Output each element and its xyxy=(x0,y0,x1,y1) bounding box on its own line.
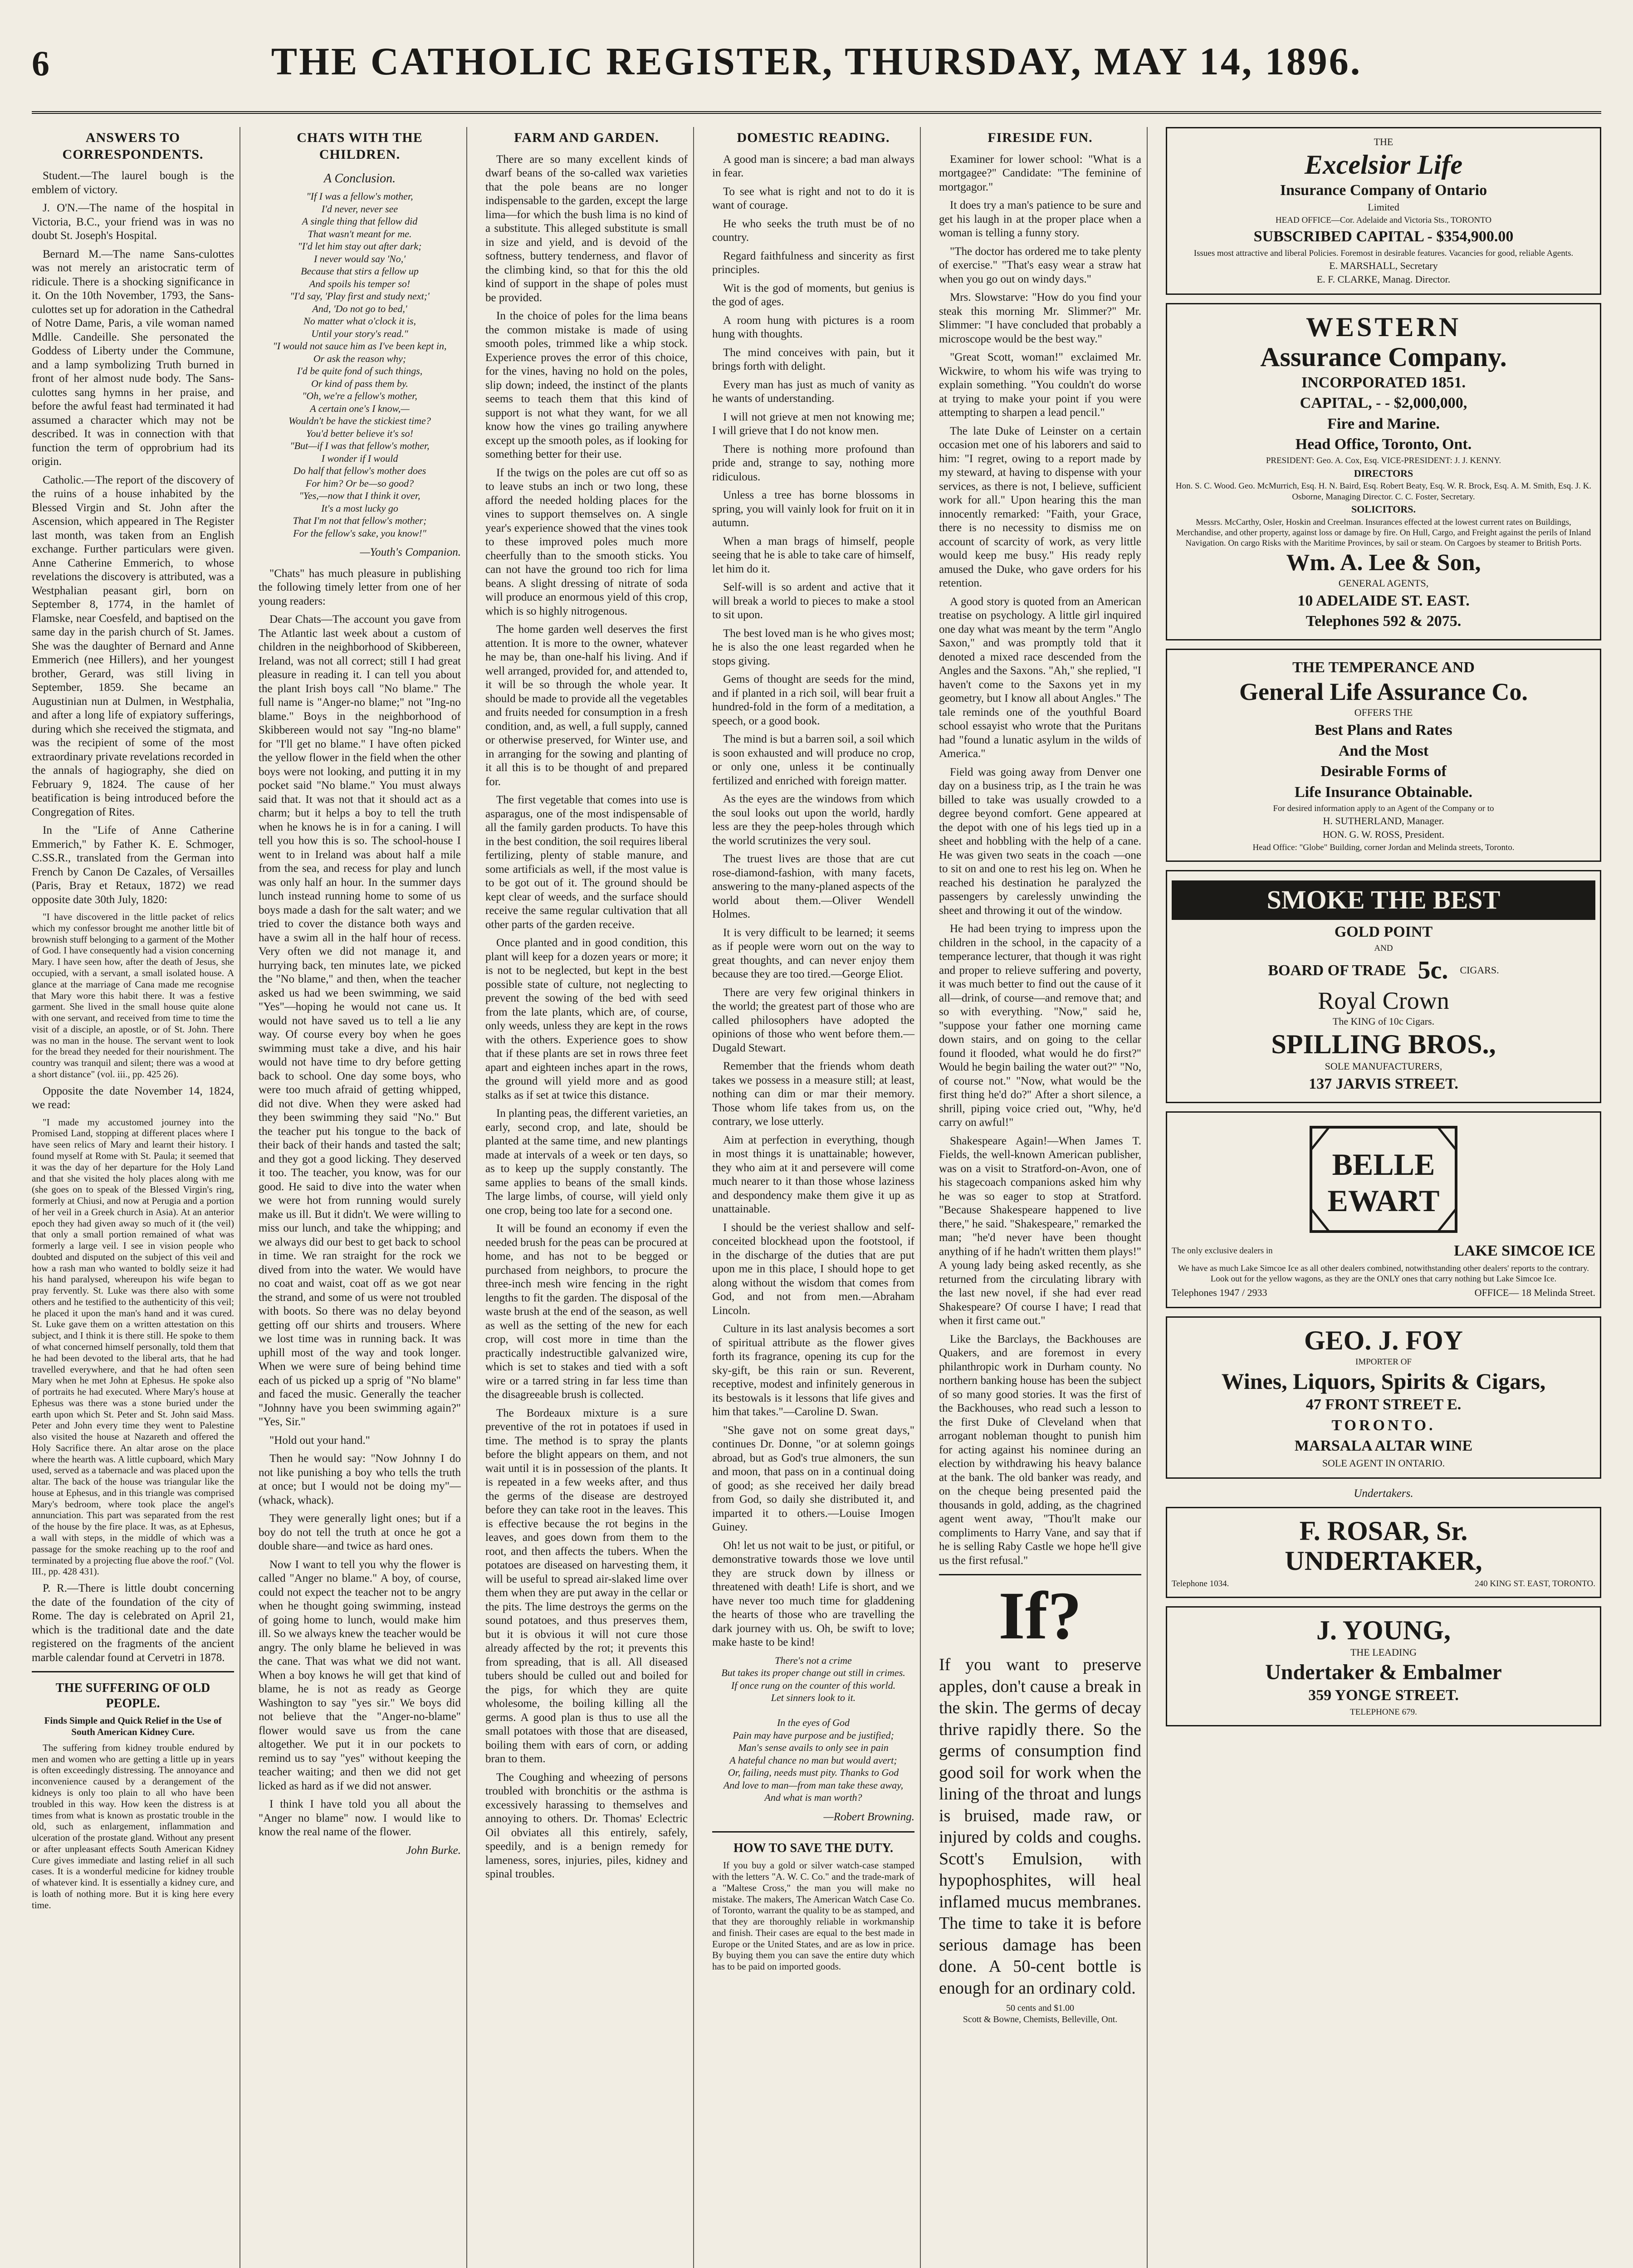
ad-city: TORONTO. xyxy=(1331,1417,1436,1434)
ad-capital: SUBSCRIBED CAPITAL - $354,900.00 xyxy=(1253,228,1514,245)
ice-block-logo-icon xyxy=(1302,1123,1465,1236)
ad-brand: Royal Crown xyxy=(1318,987,1449,1015)
ad-agent: Wm. A. Lee & Son, xyxy=(1286,550,1481,576)
article-paragraph: I think I have told you all about the "Anger no blame" now. I would like to know the real name of the flower. xyxy=(259,1798,461,1838)
ad-line: Life Insurance Obtainable. xyxy=(1295,783,1472,801)
article-paragraph: The Coughing and wheezing of persons troubled with bronchitis or the asthma is excessively harassing to themselves and annoying to others. Dr. Thomas' Eclectric Oil obviates all this entirely, safely, speedily, and is a benign remedy for lameness, sores, injuries, piles, kidney and spinal troubles. xyxy=(485,1771,688,1881)
geo-foy-ad xyxy=(1166,1316,1601,1478)
article-paragraph: Opposite the date November 14, 1824, we read: xyxy=(32,1085,234,1111)
ad-officer: E. F. CLARKE, Manag. Director. xyxy=(1316,273,1451,285)
ad-label: AND xyxy=(1374,943,1393,953)
ad-officer: H. SUTHERLAND, Manager. xyxy=(1323,815,1444,827)
svg-text:BELLE: BELLE xyxy=(1332,1147,1435,1182)
ad-contact-row xyxy=(1172,1577,1595,1590)
ad-label: CIGARS. xyxy=(1460,964,1499,976)
ad-line: And the Most xyxy=(1338,742,1429,759)
poem: "If I was a fellow's mother, I'd never, never see A single thing that fellow did That wasn't meant for me. "I'd let him stay out after dark; I never would say 'No,' Because that stirs a fellow up And spoils his temper so! "I'd say, 'Play first and study next;' And, 'Do not go to bed,' No matter what o'clock it is, Until your story's read." "I would not sauce him as I've been kept in, Or ask the reason why; I'd be quite fond of such things, Or kind of pass them by. "Oh, we're a fellow's mother, A certain one's I know,— Wouldn't be have the stickiest time? You'd better believe it's so! "But—if I was that fellow's mother, I wonder if I would Do half that fellow's mother does For him? Or be—so good? "Yes,—now that I think it over, It's a most lucky go That I'm not that fellow's mother; For the fellow's sake, you know!" xyxy=(273,191,447,539)
temperance-life-ad xyxy=(1166,649,1601,862)
section-heading: FARM AND GARDEN. xyxy=(514,130,659,145)
maxim: A good man is sincere; a bad man always in fear. xyxy=(712,153,914,180)
column-domestic xyxy=(712,127,921,2268)
article-paragraph: Catholic.—The report of the discovery of the ruins of a house inhabited by the Blessed Virgin and St. John after the Ascension, which appeared in The Register last month, was taken from an English exchange. Further particulars were given. Anne Catherine Emmerich, to whose revelations the discovery is attributed, was a Westphalian peasant girl, born on September 8, 1774, in the hamlet of Flamske, near Coesfeld, and baptised on the same day in the parish church of St. James. She was the daughter of Bernard and Anne Emmerich (nee Hillers), and her youngest brother, Gerard, was still living in September, 1859. She became an Augustinian nun at Dulmen, in Westphalia, and after a long life of expiatory sufferings, during which she received the stigmata, and was the recipient of some of the most extraordinary private revelations recorded in the annals of hagiography, she died on February 9, 1824. The cause of her beatification is being introduced before the Congregation of Rites. xyxy=(32,474,234,818)
column-advertisements xyxy=(1166,127,1601,2268)
ad-address: 359 YONGE STREET. xyxy=(1308,1687,1459,1704)
ad-company-name: SPILLING BROS., xyxy=(1271,1029,1496,1060)
ad-headline: SMOKE THE BEST xyxy=(1172,880,1595,920)
page-number: 6 xyxy=(32,44,49,83)
article-paragraph: There are so many excellent kinds of dwarf beans of the so-called wax varieties that the pole beans are no longer indispensable to the garden, except the large lima—for which the bush lima is no kind of a substitute. This alleged substitute is small in size and yield, and is devoid of the softness, buttery tenderness, and flavor of the climbing kind, so that for this the old kind of support in the shape of poles must be provided. xyxy=(485,153,688,304)
ad-product: MARSALA ALTAR WINE xyxy=(1294,1437,1473,1455)
ad-label: DIRECTORS xyxy=(1354,467,1413,479)
article-paragraph: J. O'N.—The name of the hospital in Victoria, B.C., your friend was in was no doubt St. Joseph's Hospital. xyxy=(32,202,234,242)
spilling-cigars-ad xyxy=(1166,870,1601,1103)
column-chats xyxy=(259,127,467,2268)
section-heading: ANSWERS TO CORRESPONDENTS. xyxy=(62,130,204,162)
quoted-passage: "I made my accustomed journey into the Promised Land, stopping at different places where I have seen relics of Mary and learnt their history. I found myself at Rome with St. Paula; it seemed that it was the day of her departure for the Holy Land and that she visited the holy places along with me (she goes on to speak of the Blessed Virgin's ring, formerly at Chiusi, and now at Perugia and a portion of her veil in a Greek church in Asia). At an anterior epoch they had given away so much of it (the veil) that only a small portion remained of what was formerly a large veil. I see in vision people who doubted and disputed on the subject of this veil and how a rash man who wanted to boldly seize it had his hand paralysed, whereupon his wife began to pray fervently. St. Luke was there also with some others and he testified to the authenticity of this veil; he placed it upon the man's hand and it was cured. St. Luke gave them on a written attestation on this subject, and I think it is there still. He spoke to them of what concerned himself personally, told them that he had been devoted to the liberal arts, that he had travelled everywhere, and that he had often seen Mary when he met John at Ephesus. He spoke also of portraits he had executed. Where Mary's house at Ephesus was there was a stone buried under the earth upon which St. Peter and St. John said Mass. Peter and John every time they went to Palestine also visited the house at Nazareth and offered the Holy Sacrifice there. An altar arose on the place where the hearth was. A little cupboard, which Mary used, served as a tabernacle and was placed upon the altar. The back of the house was triangular like the house at Ephesus, and in this triangle was comprised Mary's bedroom, where took place the angel's annunciation. This part was separated from the rest of the house by the fire place. It was, as at Ephesus, a wall with steps, in the middle of which was a passage for the smoke reaching up to the roof and terminated by a projecting flue above the roof." (Vol. III., pp. 428 431). xyxy=(32,1116,234,1577)
joke: He had been trying to impress upon the children in the school, in the capacity of a temperance lecturer, that though it was right and proper to relieve suffering and poverty, it was much better to find out the cause of it all—drink, of course—and remove that; and so with everything. "Now," said he, "suppose your father one morning came down stairs, and on going to the cellar found it flooded, what would he do first?" Would he begin bailing the water out?" "No, of course not." "Now, what would be the first thing he'd do?" After a short silence, a shrill, piping voice cried out, "Why, he'd carry on awful!" xyxy=(939,923,1141,1129)
ad-title: UNDERTAKER, xyxy=(1285,1546,1482,1576)
ad-company-name: Excelsior Life xyxy=(1304,149,1463,180)
ad-label: THE TEMPERANCE AND xyxy=(1292,659,1475,676)
ad-label: GENERAL AGENTS, xyxy=(1338,577,1429,589)
article-paragraph: The Bordeaux mixture is a sure preventive of the rot in potatoes if used in time. The method is to spray the plants before the blight appears on them, and not wait until it is in possession of the plants. It is repeated in a few weeks after, and thus the germs of the disease are destroyed before they can take root in the leaves. This is effective because the rot begins in the leaves, and goes down from them to the root, and then affects the tubers. When the potatoes are diseased on harvesting them, it will be useful to spread air-slaked lime over them when they are put away in the cellar or the pits. The lime destroys the germs on the sound potatoes, and thus preserves them, but it is obvious it will not cure those already affected by the rot; it prevents this from spreading, that is all. All diseased tubers should be culled out and boiled for the pigs, for which they are quite wholesome, the boiling killing all the germs. A good plan is thus to use all the small potatoes with those that are diseased, boiling them with ears of corn, or adding bran to them. xyxy=(485,1407,688,1765)
ad-solicitors: Messrs. McCarthy, Osler, Hoskin and Creelman. Insurances effected at the lowest current rates on Buildings, Merchandise, and other property, against loss or damage by fire. On Hull, Cargo, and Freight against the perils of Inland Navigation. On cargo Risks with the Maritime Provinces, by sail or steam. On Cargoes by steamer to British Ports. xyxy=(1176,517,1591,548)
ad-office: Head Office, Toronto, Ont. xyxy=(1295,436,1472,453)
section-heading: HOW TO SAVE THE DUTY. xyxy=(733,1841,893,1856)
article-paragraph: The home garden well deserves the first attention. It is more to the owner, whatever he may be, than one-half his living. And if well arranged, provided for, and attended to, it will be so through the whole year. It should be made to provide all the vegetables and fruits needed for consumption in a fresh condition, and, as well, a full supply, canned or otherwise preserved, for Winter use, and in arranging for the sowing and planting of it all this is to be thought of and prepared for. xyxy=(485,623,688,788)
section-heading: CHATS WITH THE CHILDREN. xyxy=(297,130,423,162)
ad-phone: Telephones 592 & 2075. xyxy=(1305,613,1462,630)
column-answers xyxy=(32,127,240,2268)
divider xyxy=(32,1671,234,1672)
maxim: The mind is but a barren soil, a soil which is soon exhausted and will produce no crop, or only one, unless it be continually fertilized and enriched with foreign matter. xyxy=(712,733,914,787)
page-columns xyxy=(32,127,1601,2268)
maxim: A room hung with pictures is a room hung with thoughts. xyxy=(712,314,914,341)
subheading: A Conclusion. xyxy=(323,171,396,186)
divider xyxy=(939,1574,1141,1575)
ad-label: Fire and Marine. xyxy=(1327,415,1440,432)
article-paragraph: They were generally light ones; but if a boy do not tell the truth at once he got a double share—and twice as hard ones. xyxy=(259,1512,461,1553)
maxim: He who seeks the truth must be of no country. xyxy=(712,217,914,244)
article-paragraph: If you buy a gold or silver watch-case stamped with the letters "A. W. C. Co." and the trade-mark of a "Maltese Cross," the man you will make no mistake. The makers, The American Watch Case Co. of Toronto, warrant the quality to be as stamped, and that they are thoroughly reliable in workmanship and finish. Their cases are equal to the best made in Europe or the United States, and are as low in price. By buying them you can save the entire duty which has to be paid on imported goods. xyxy=(712,1860,914,1972)
article-paragraph: P. R.—There is little doubt concerning the date of the foundation of the city of Rome. The day is celebrated on April 21, which is the traditional date and the date registered on the fragments of the ancient marble calendar found at Cervetri in 1878. xyxy=(32,1582,234,1664)
maxim: Gems of thought are seeds for the mind, and if planted in a rich soil, will bear fruit a hundred-fold in the form of a meditation, a speech, or a good book. xyxy=(712,673,914,727)
ad-officer: HON. G. W. ROSS, President. xyxy=(1322,829,1445,841)
ad-address: 10 ADELAIDE ST. EAST. xyxy=(1297,592,1470,609)
article-paragraph: In the "Life of Anne Catherine Emmerich," by Father K. E. Schmoger, C.SS.R., translated from the German into French by Canon De Cazales, of Versailles (Paris, Bray et Retaux, 1872) we read opposite date 30th July, 1820: xyxy=(32,824,234,906)
maxim: Wit is the god of moments, but genius is the god of ages. xyxy=(712,282,914,308)
belle-ewart-ice-ad xyxy=(1166,1111,1601,1309)
joke: The late Duke of Leinster on a certain occasion met one of his laborers and said to him: "I regret, owing to a report made by my steward, at having to dispense with your services, as there is not, I believe, sufficient work for all." Upon hearing this the man innocently remarked: "Faith, your Grace, there is no necessity to dismiss me on account of scarcity of work, as very little would keep me busy." His ready reply amused the Duke, who gave orders for his retention. xyxy=(939,425,1141,590)
joke: Mrs. Slowstarve: "How do you find your steak this morning Mr. Slimmer?" Mr. Slimmer: "I have concluded that probably a microscope would be the best way." xyxy=(939,291,1141,345)
maxim: The mind conceives with pain, but it brings forth with delight. xyxy=(712,346,914,373)
ad-officers: PRESIDENT: Geo. A. Cox, Esq. VICE-PRESIDENT: J. J. KENNY. xyxy=(1266,456,1501,466)
ad-phone: Telephones 1947 / 2933 xyxy=(1172,1287,1267,1299)
ad-subtitle: Insurance Company of Ontario xyxy=(1280,181,1487,199)
poem-attribution: —Robert Browning. xyxy=(823,1810,914,1823)
maxim: Regard faithfulness and sincerity as first principles. xyxy=(712,249,914,276)
ad-company-name: J. YOUNG, xyxy=(1316,1615,1451,1646)
ad-label: Limited xyxy=(1368,201,1399,213)
column-farm xyxy=(485,127,694,2268)
joke: It does try a man's patience to be sure and get his laugh in at the proper place when a woman is telling a funny story. xyxy=(939,199,1141,240)
article-paragraph: "Chats" has much pleasure in publishing the following timely letter from one of her young readers: xyxy=(259,567,461,607)
article-paragraph: Student.—The laurel bough is the emblem of victory. xyxy=(32,170,234,196)
belle-ewart-logo xyxy=(1302,1123,1465,1236)
maxim: As the eyes are the windows from which the soul looks out upon the world, hardly less are they the peep-holes through which the world scrutinizes the very soul. xyxy=(712,793,914,847)
article-paragraph: The first vegetable that comes into use is asparagus, one of the most indispensable of all the family garden products. To have this in the best condition, the soil requires liberal fertilizing, plenty of stable manure, and some artificials as well, if the most value is to be got out of it. The ground should be kept clear of weeds, and the surface should receive the same regular cultivation that all other parts of the garden receive. xyxy=(485,794,688,931)
maxim: To see what is right and not to do it is want of courage. xyxy=(712,185,914,212)
letter-signature: John Burke. xyxy=(406,1844,461,1857)
undertakers-heading: Undertakers. xyxy=(1354,1487,1413,1500)
article-paragraph: Dear Chats—The account you gave from The Atlantic last week about a custom of children in the neighborhood of Skibbereen, Ireland, was not all correct; still I had great pleasure in reading it. I can tell you about the plant Irish boys call "No blame." The full name is "Anger-no blame;" not "Ing-no blame." Boys in the neighborhood of Skibbereen would not say "Ing-no blame" for "I'll get no blame." I have often picked the yellow flower in the field when the other boys were not looking, and putting it in my pocket said "No blame." You must always said that. It was not that it should act as a charm; but it helps a boy to tell the truth when he knows he is in for a caning. I will tell you how this is so. The school-house I went to in Ireland was about half a mile from the sea, and recess for play and lunch was only half an hour. In the summer days lunch instead running home to some of us boys made a dash for the salt water; and we tried to cover the distance both ways and have a swim all in the half hour of recess. Very often we did not manage it, and hurrying back, ten minutes late, we picked the "No blame," and then, when the teacher asked us had we been swimming, we said "Yes"—hoping he would not cane us. It would not have saved us to tell a lie any way. Of course every boy when he goes swimming must take a dive, and his hair would not have time to dry before getting back to school. One day some boys, who were too much afraid of getting whipped, did not dive. When they were asked had they been swimming they said "No." But the teacher put his tongue to the back of their back of their hands and tasted the salt; and they got a good licking. They deserved it too. The teacher, you know, was for our good. He said to dive into the water when we were hot from running would surely make us ill. But it didn't. We were willing to miss our lunch, and take the whipping; and we always did our best to get back to school in time. We ran straight for the rock we dived from into the water. We would have no coat and waist, coat off as we got near the strand, and some of us were not troubled with boots. So there was no delay beyond getting off our shirts and trousers. Where we lost time was in running back. It was uphill most of the way and took longer. When we were sure of being behind time each of us picked up a sprig of "No blame" and faced the music. Generally the teacher "Johnny have you been swimming again?" "Yes, Sir." xyxy=(259,613,461,1428)
ad-contact-row xyxy=(1172,1286,1595,1300)
ad-company-name: F. ROSAR, Sr. xyxy=(1299,1516,1468,1546)
ad-address: 137 JARVIS STREET. xyxy=(1309,1075,1458,1093)
young-undertaker-ad xyxy=(1166,1606,1601,1726)
ad-company-name: General Life Assurance Co. xyxy=(1239,678,1528,706)
ad-label: SOLICITORS. xyxy=(1351,503,1416,515)
article-paragraph: Now I want to tell you why the flower is called "Anger no blame." A boy, of course, could not expect the teacher not to be angry when he thought going swimming, instead of going home to lunch, would make him ill. So we always knew the teacher would be angry. The only blame he believed in was the cane. That was what we did not want. When a boy knows he will get that kind of blame, he is not as ready as George Washington to say "yes sir." We boys did not believe that the "Anger-no-blame" flower would save us from the cane altogether. We put it in our pockets to remind us to say "yes" without keeping the teacher waiting; and then we did not get licked as hard as if we did not answer. xyxy=(259,1558,461,1792)
ad-line: Desirable Forms of xyxy=(1320,763,1447,780)
joke: Examiner for lower school: "What is a mortgagee?" Candidate: "The feminine of mortgagor." xyxy=(939,153,1141,193)
ad-company-name: WESTERN xyxy=(1305,312,1462,342)
if-advert-footer: 50 cents and $1.00 Scott & Bowne, Chemists, Belleville, Ont. xyxy=(963,2003,1118,2025)
maxim: Self-will is so ardent and active that it will break a world to pieces to make a stool to sit upon. xyxy=(712,581,914,621)
ad-office: HEAD OFFICE—Cor. Adelaide and Victoria Sts., TORONTO xyxy=(1275,215,1492,225)
ad-label: SOLE MANUFACTURERS, xyxy=(1325,1061,1442,1072)
ad-company-name: Assurance Company. xyxy=(1260,342,1507,372)
maxim: There are very few original thinkers in the world; the greatest part of those who are called philosophers have adopted the opinions of those who went before them.—Dugald Stewart. xyxy=(712,986,914,1054)
article-paragraph: "Hold out your hand." xyxy=(269,1434,370,1447)
if-advert-text: If you want to preserve apples, don't cause a break in the skin. The germs of decay thrive rapidly there. So the germs of consumption find good soil for work when the lining of the throat and lungs is bruised, made raw, or injured by colds and coughs. Scott's Emulsion, with hypophosphites, will heal inflamed mucus membranes. The time to take it is before serious damage has been done. A 50-cent bottle is enough for an ordinary cold. xyxy=(939,1655,1141,1998)
quoted-passage: "I have discovered in the little packet of relics which my confessor brought me another little bit of brownish stuff belonging to a garment of the Mother of God. I have consequently had a vision concerning Mary. I have seen how, after the death of Jesus, she occupied, with a servant, a small isolated house. A glance at the marriage of Cana made me recognise that Mary wore this habit there. It was a festive garment. She lived in the small house quite alone with one servant, and received from time to time the visit of a disciple, an apostle, or of St. John. There was no man in the house. The servant went to look for the bread they needed for their nourishment. The country was tranquil and silent; there was a wood at a short distance" (vol. iii., pp. 425 26). xyxy=(32,911,234,1080)
maxim: Every man has just as much of vanity as he wants of understanding. xyxy=(712,378,914,405)
poem: There's not a crime But takes its proper change out still in crimes. If once rung on the counter of this world. Let sinners look to it. In the eyes of God Pain may have purpose and be justified; Man's sense avails to only see in pain A hateful chance no man but would avert; Or, failing, needs must pity. Thanks to God And love to man—from man take these away, And what is man worth? xyxy=(721,1654,905,1804)
maxim: "She gave not on some great days," continues Dr. Donne, "or at solemn goings abroad, but as God's true almoners, the sun and moon, that pass on in a continual doing of good; as she received her daily bread from God, so daily she distributed it, and imparted it to others.—Louise Imogen Guiney. xyxy=(712,1424,914,1534)
ad-goods: Wines, Liquors, Spirits & Cigars, xyxy=(1221,1369,1546,1394)
maxim: It is very difficult to be learned; it seems as if people were worn out on the way to great thoughts, and can never enjoy them because they are too tired.—George Eliot. xyxy=(712,926,914,981)
ad-notes: Issues most attractive and liberal Policies. Foremost in desirable features. Vacancies for good, reliable Agents. xyxy=(1193,248,1574,258)
ad-address: 47 FRONT STREET E. xyxy=(1305,1396,1462,1413)
ad-phone: Telephone 1034. xyxy=(1172,1579,1229,1589)
ad-label: OFFERS THE xyxy=(1354,707,1413,719)
ad-label: INCORPORATED 1851. xyxy=(1301,374,1466,391)
ad-brand: GOLD POINT xyxy=(1334,923,1433,940)
ad-price: 5c. xyxy=(1418,956,1448,985)
section-heading: FIRESIDE FUN. xyxy=(988,130,1093,145)
joke: A good story is quoted from an American treatise on psychology. A little girl inquired one day what was meant by the term "Anglo Saxon," and was promptly told that it denoted a mixed race descended from the Angles and the Saxons. "Ah," she replied, "I haven't come to the Saxons yet in my geometry, but I know all about Angles." The tale reminds one of the youthful Board school essayist who wrote that the Puritans had "found a lunatic asylum in the wilds of America." xyxy=(939,595,1141,760)
ad-tagline: The KING of 10c Cigars. xyxy=(1332,1016,1435,1027)
maxim: I should be the veriest shallow and self-conceited blockhead upon the footstool, if in the discharge of the duties that are put upon me in this place, I should hope to get along without the wisdom that comes from God, and not from men.—Abraham Lincoln. xyxy=(712,1221,914,1317)
joke: Field was going away from Denver one day on a business trip, as I the train he was billed to take was usually crowded to a degree beyond comfort. Gene appeared at the depot with one of his legs tied up in a sheet and hobbling with the help of a cane. He was given two seats in the coach —one to sit on and one to rest his leg on. When he reached his destination he paralyzed the passengers by carelessly unwinding the sheet and throwing it out of the window. xyxy=(939,766,1141,917)
ad-office: Head Office: "Globe" Building, corner Jordan and Melinda streets, Toronto. xyxy=(1252,842,1515,852)
poem-attribution: —Youth's Companion. xyxy=(360,546,461,559)
subheading: Finds Simple and Quick Relief in the Use of South American Kidney Cure. xyxy=(44,1715,222,1738)
joke: Like the Barclays, the Backhouses are Quakers, and are foremost in every philanthropic work in Durham county. No northern banking house has been the subject of so many good stories. It was the first of the Backhouses, who read such a lesson to the first Duke of Cleveland when that arrogant nobleman thought to punish him for acting against his nominee during an election by withdrawing his heavy balance at the bank. The old banker was ready, and on the cheque being presented paid the thousands in gold, adding, as the chagrined agent went away, "Thou'lt make our compliments to Harry Vane, and say that if he is selling Raby Castle we hope he'll give us the first refusal." xyxy=(939,1333,1141,1567)
ad-address: 240 KING ST. EAST, TORONTO. xyxy=(1475,1579,1595,1589)
maxim: Oh! let us not wait to be just, or pitiful, or demonstrative towards those we love until they are struck down by illness or threatened with death! Life is short, and we have never too much time for gladdening the hearts of those who are travelling the dark journey with us. Oh, be swift to love; make haste to be kind! xyxy=(712,1539,914,1649)
newspaper-title: THE CATHOLIC REGISTER, THURSDAY, MAY 14, 1896. xyxy=(271,39,1362,83)
ad-notes: For desired information apply to an Agent of the Company or to xyxy=(1273,804,1494,814)
article-paragraph: The suffering from kidney trouble endured by men and women who are getting a little up in years is often exceedingly distressing. The annoyance and inconvenience caused by a derangement of the kidneys is only too plain to all who have been troubled in this way. How keen the distress is at times from what is known as prostatic trouble in the old, such as enlargement, inflammation and ulceration of the prostate gland. Without any present or after unpleasant effects South American Kidney Cure gives immediate and lasting relief in all such cases. It is a wonderful medicine for kidney trouble of whatever kind. It is essentially a kidney cure, and is loath of nothing more. But it is king here every time. xyxy=(32,1742,234,1911)
section-heading: DOMESTIC READING. xyxy=(737,130,890,145)
ad-notes: We have as much Lake Simcoe Ice as all other dealers combined, notwithstanding other dealers' reports to the contrary. Look out for the yellow wagons, as they are the ONLY ones that carry nothing but Lake Simcoe Ice. xyxy=(1178,1264,1589,1284)
article-paragraph: Then he would say: "Now Johnny I do not like punishing a boy who tells the truth at once; but I would not be doing my"—(whack, whack). xyxy=(259,1452,461,1506)
joke: "Great Scott, woman!" exclaimed Mr. Wickwire, to whom his wife was trying to explain something. "You couldn't do worse at trying to make your point if you were attempting to sharpen a lead pencil." xyxy=(939,351,1141,419)
ad-office: OFFICE— 18 Melinda Street. xyxy=(1474,1287,1595,1299)
rosar-undertaker-ad xyxy=(1166,1507,1601,1598)
divider xyxy=(712,1831,914,1833)
article-paragraph: If the twigs on the poles are cut off so as to leave stubs an inch or two long, these afford the needed holding places for the vines to support themselves on. A single year's experience showed that the vines took to these improved poles much more cheerfully than to the smooth sticks. You can not have the ground too rich for lima beans. A slight dressing of nitrate of soda will produce an enormous yield of this crop, which is so highly nitrogenous. xyxy=(485,466,688,617)
column-fireside xyxy=(939,127,1148,2268)
ad-capital: CAPITAL, - - $2,000,000, xyxy=(1300,395,1467,412)
ad-phone: TELEPHONE 679. xyxy=(1350,1707,1417,1717)
ad-brand: BOARD OF TRADE xyxy=(1268,962,1406,979)
svg-text:EWART: EWART xyxy=(1327,1183,1440,1218)
article-paragraph: In the choice of poles for the lima beans the common mistake is made of using smooth poles, trimmed like a whip stock. Experience proves the error of this choice, for the vines, having no hold on the poles, slip down; indeed, the instinct of the plants seems to teach them that this kind of support is not what they want, for we all know how the vines go trailing anywhere except up the smooth poles, as if looking for something better for their use. xyxy=(485,310,688,461)
ad-brand-row xyxy=(1172,955,1595,986)
maxim: Unless a tree has borne blossoms in spring, you will vainly look for fruit on it in autumn. xyxy=(712,489,914,529)
article-paragraph: Bernard M.—The name Sans-culottes was not merely an aristocratic term of ridicule. There is a shocking significance in it. On the 10th November, 1793, the Sans-culottes set up for adoration in the Cathedral of Notre Dame, Paris, a vile woman named Mdlle. Candeille. She personated the Goddess of Liberty under the Commune, and a lamp symbolizing Truth burned in front of her almost nude body. The Sans-culottes sang hymns in her praise, and before the awful feast had terminated it had assumed a character which may not be described. It was in connection with that function the term of opprobrium had its origin. xyxy=(32,248,234,468)
article-paragraph: It will be found an economy if even the needed brush for the peas can be procured at home, and has not to be begged or purchased from neighbors, to procure the three-inch mesh wire fencing in the right lengths to fit the garden. The disposal of the waste brush at the end of the season, as well as well as the setting of the new for each crop, will cost more in time than the practically indestructible galvanized wire, which is set to stakes and tied with a soft wire or a tarred string in far less time than the disagreeable brush is collected. xyxy=(485,1222,688,1401)
maxim: I will not grieve at men not knowing me; I will grieve that I do not know men. xyxy=(712,411,914,437)
ad-label: IMPORTER OF xyxy=(1355,1357,1412,1367)
ad-line: Best Plans and Rates xyxy=(1315,722,1452,739)
maxim: When a man brags of himself, people seeing that he is able to take care of himself, let him do it. xyxy=(712,535,914,575)
joke: "The doctor has ordered me to take plenty of exercise." "That's easy wear a straw hat when you go out on windy days." xyxy=(939,245,1141,285)
ad-label: The only exclusive dealers in xyxy=(1172,1246,1273,1256)
ad-officer: E. MARSHALL, Secretary xyxy=(1329,259,1438,271)
ad-label: THE xyxy=(1374,136,1393,147)
maxim: Culture in its last analysis becomes a sort of spiritual attribute as the flower gives forth its fragrance, opening its cup for the sky-gift, be this rain or sun. Reverent, receptive, modest and infinitely generous in its bestowals is it lessons that life gives and him that takes."—Caroline D. Swan. xyxy=(712,1323,914,1418)
article-paragraph: In planting peas, the different varieties, an early, second crop, and late, should be planted at the same time, and new plantings made at intervals of a week or ten days, so as to keep up the supply constantly. The same applies to beans of the small kinds. The large limbs, of course, will yield only one crop, being too late for a second one. xyxy=(485,1107,688,1217)
joke: Shakespeare Again!—When James T. Fields, the well-known American publisher, was on a visit to Stratford-on-Avon, one of his stagecoach companions asked him why he was so eager to stop at Stratford. "Because Shakespeare happened to live there," he said. "Shakespeare," remarked the man; "he'd never have been thought anything of if he hadn't written them plays!" A young lady being asked recently, as she returned from the circulating library with the last new novel, if she had ever read Shakespeare? Of course I have; I read that when it first came out." xyxy=(939,1134,1141,1327)
if-advert-heading: If? xyxy=(998,1578,1082,1654)
section-heading: THE SUFFERING OF OLD PEOPLE. xyxy=(55,1681,210,1711)
ad-brand: LAKE SIMCOE ICE xyxy=(1454,1242,1595,1259)
maxim: There is nothing more profound than pride and, strange to say, nothing more ridiculous. xyxy=(712,443,914,483)
masthead xyxy=(32,25,1601,114)
ad-label: SOLE AGENT IN ONTARIO. xyxy=(1322,1457,1445,1469)
western-assurance-ad xyxy=(1166,303,1601,640)
ad-directors: Hon. S. C. Wood. Geo. McMurrich, Esq. H. N. Baird, Esq. Robert Beaty, Esq. W. R. Brock, Esq. A. M. Smith, Esq. J. K. Osborne, Managing Director. C. C. Foster, Secretary. xyxy=(1175,481,1592,502)
excelsior-life-ad xyxy=(1166,127,1601,295)
ad-company-name: GEO. J. FOY xyxy=(1304,1325,1463,1356)
article-paragraph: Once planted and in good condition, this plant will keep for a dozen years or more; it is not to be neglected, but kept in the best possible state of culture, not neglecting to prevent the sowing of the bed with seed from the late plants, which are, of course, only weeds, unless they are kept in the rows with the others. Experience goes to show that if these plants are set in rows three feet apart and eighteen inches apart in the rows, the ground will yield more and as good stalks as if set at twice this distance. xyxy=(485,937,688,1101)
ad-title: Undertaker & Embalmer xyxy=(1265,1660,1502,1685)
ad-tag-row xyxy=(1172,1240,1595,1262)
ad-label: THE LEADING xyxy=(1350,1647,1417,1658)
maxim: The best loved man is he who gives most; he is also the one least regarded when he stops giving. xyxy=(712,627,914,667)
maxim: Aim at perfection in everything, though in most things it is unattainable; however, they who aim at it and persevere will come much nearer to it than those whose laziness and despondency make them give it up as unattainable. xyxy=(712,1134,914,1216)
maxim: The truest lives are those that are cut rose-diamond-fashion, with many facets, answering to the many-planed aspects of the world about them.—Oliver Wendell Holmes. xyxy=(712,853,914,921)
maxim: Remember that the friends whom death takes we possess in a measure still; at least, nothing can dim or mar their memory. Those whom life takes from us, on the contrary, we lose utterly. xyxy=(712,1060,914,1128)
